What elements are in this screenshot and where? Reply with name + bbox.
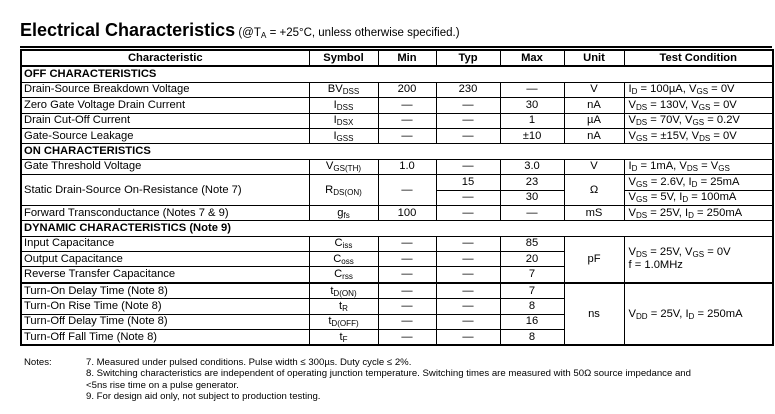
crss-symbol <box>309 267 378 283</box>
tdon-name: Turn-On Delay Time (Note 8) <box>21 283 309 299</box>
table-row <box>21 175 773 190</box>
tc-text: V <box>628 175 636 188</box>
tc-text: I <box>628 160 632 173</box>
coss-min: — <box>378 252 436 267</box>
tr-typ: — <box>436 299 500 314</box>
table-row <box>21 82 773 97</box>
igss-typ: — <box>436 128 500 143</box>
table-row <box>21 98 773 113</box>
igss-min: — <box>378 128 436 143</box>
table-row <box>21 236 773 251</box>
crss-min: — <box>378 267 436 283</box>
tc-text: = 25V, I <box>647 307 689 320</box>
tr-max: 8 <box>500 299 564 314</box>
section-title <box>20 6 772 48</box>
header-max: Max <box>500 50 564 66</box>
tdoff-max: 16 <box>500 314 564 329</box>
tdoff-typ: — <box>436 314 500 329</box>
header-symbol: Symbol <box>309 50 378 66</box>
idsx-name: Drain Cut-Off Current <box>21 113 309 128</box>
tc-sub: DS <box>635 250 648 260</box>
vgsth-symbol <box>309 159 378 174</box>
ciss-typ: — <box>436 236 500 251</box>
section-row-dynamic <box>21 221 773 236</box>
coss-sym: C <box>333 252 342 265</box>
tc-text: = ±15V, V <box>647 129 700 142</box>
tc-sub: GS <box>635 133 648 143</box>
vgsth-typ: — <box>436 159 500 174</box>
tc-sub: D <box>688 311 695 321</box>
igss-sym: I <box>333 129 337 142</box>
tc-text: I <box>628 83 632 96</box>
ciss-symbol <box>309 236 378 251</box>
sw-unit: ns <box>564 283 624 346</box>
tr-sym-sub: R <box>342 303 348 313</box>
table-row <box>21 113 773 128</box>
tdon-symbol <box>309 283 378 299</box>
rdson-typ1: 15 <box>436 175 500 190</box>
notes-list <box>86 357 766 403</box>
section-dynamic: DYNAMIC CHARACTERISTICS (Note 9) <box>21 221 773 236</box>
tc-sub: GS <box>692 118 705 128</box>
vgsth-min: 1.0 <box>378 159 436 174</box>
bvdss-name: Drain-Source Breakdown Voltage <box>21 82 309 97</box>
bvdss-sym: BV <box>327 83 343 96</box>
tr-symbol <box>309 299 378 314</box>
tf-name: Turn-Off Fall Time (Note 8) <box>21 330 309 346</box>
tc-sub: DS <box>635 102 648 112</box>
tc-sub: DD <box>635 311 648 321</box>
tr-min: — <box>378 299 436 314</box>
tc-text: = 250mA <box>694 307 743 320</box>
tc-text: = 100µA, V <box>637 83 697 96</box>
cap-test-condition <box>624 236 773 283</box>
idsx-sym: I <box>333 114 337 127</box>
tc-sub: DS <box>699 133 711 143</box>
cap-tc-line1 <box>629 246 771 259</box>
tc-text: = 25mA <box>697 175 740 188</box>
coss-max: 20 <box>500 252 564 267</box>
table-row <box>21 159 773 174</box>
tc-text: = 250mA <box>693 206 743 219</box>
tc-text: = 25V, V <box>647 246 693 259</box>
title-main: Electrical Characteristics <box>20 20 236 40</box>
tc-sub: D <box>691 179 698 189</box>
tc-text: V <box>628 307 636 320</box>
idss-name: Zero Gate Voltage Drain Current <box>21 98 309 113</box>
rdson-tc2 <box>624 190 773 205</box>
tc-sub: GS <box>698 102 711 112</box>
tc-text: = 0.2V <box>704 114 740 127</box>
idsx-unit: µA <box>564 113 624 128</box>
section-off: OFF CHARACTERISTICS <box>21 66 773 82</box>
tdoff-sym-sub: D(OFF) <box>331 319 359 329</box>
tdon-sym: t <box>330 284 334 297</box>
tf-sym: t <box>339 330 343 343</box>
tr-name: Turn-On Rise Time (Note 8) <box>21 299 309 314</box>
rdson-name: Static Drain-Source On-Resistance (Note 7) <box>21 175 309 206</box>
rdson-max2: 30 <box>500 190 564 205</box>
tdon-min: — <box>378 283 436 299</box>
section-row-off <box>21 66 773 82</box>
note-8-cont: <5ns rise time on a pulse generator. <box>86 379 239 391</box>
tc-sub: GS <box>692 250 705 260</box>
note-8: 8. Switching characteristics are independent of operating junction temperature. Switching times are measured with 50Ω source impedance and <box>86 368 691 380</box>
bvdss-min: 200 <box>378 82 436 97</box>
title-cond-post: = +25°C, unless otherwise specified.) <box>266 27 460 39</box>
igss-test-condition <box>624 128 773 143</box>
idss-test-condition <box>624 98 773 113</box>
idsx-sym-sub: DSX <box>336 118 354 128</box>
bvdss-sym-sub: DSS <box>342 87 360 97</box>
tc-sub: GS <box>718 164 730 174</box>
bvdss-test-condition <box>624 82 773 97</box>
tr-sym: t <box>339 299 343 312</box>
tf-symbol <box>309 330 378 346</box>
gfs-test-condition <box>624 205 773 220</box>
vgsth-unit: V <box>564 159 624 174</box>
tc-text: = 5V, I <box>647 191 683 204</box>
tc-text: V <box>628 246 636 259</box>
idsx-min: — <box>378 113 436 128</box>
tc-sub: D <box>631 164 638 174</box>
vgsth-max: 3.0 <box>500 159 564 174</box>
tdon-sym-sub: D(ON) <box>333 288 357 298</box>
rdson-sym: R <box>325 183 334 196</box>
rdson-symbol <box>309 175 378 206</box>
table-row <box>21 283 773 299</box>
idss-unit: nA <box>564 98 624 113</box>
tc-sub: DS <box>635 210 648 220</box>
header-unit: Unit <box>564 50 624 66</box>
igss-symbol <box>309 128 378 143</box>
igss-sym-sub: GSS <box>336 133 354 143</box>
ciss-min: — <box>378 236 436 251</box>
tc-text: = 70V, V <box>647 114 693 127</box>
tc-sub: GS <box>696 87 709 97</box>
title-cond-sub: A <box>260 31 267 41</box>
igss-name: Gate-Source Leakage <box>21 128 309 143</box>
coss-typ: — <box>436 252 500 267</box>
idss-max: 30 <box>500 98 564 113</box>
igss-unit: nA <box>564 128 624 143</box>
tc-text: = 1mA, V <box>637 160 687 173</box>
table-row <box>21 128 773 143</box>
idsx-test-condition <box>624 113 773 128</box>
tc-sub: DS <box>686 164 699 174</box>
ciss-name: Input Capacitance <box>21 236 309 251</box>
tc-text: = 0V <box>710 98 737 111</box>
rdson-min: — <box>378 175 436 206</box>
bvdss-max: — <box>500 82 564 97</box>
tdoff-symbol <box>309 314 378 329</box>
gfs-typ: — <box>436 205 500 220</box>
header-test-condition: Test Condition <box>624 50 773 66</box>
tf-typ: — <box>436 330 500 346</box>
rdson-typ2: — <box>436 190 500 205</box>
table-header-row <box>21 50 773 66</box>
idsx-symbol <box>309 113 378 128</box>
tc-text: V <box>628 206 636 219</box>
tdoff-min: — <box>378 314 436 329</box>
idsx-typ: — <box>436 113 500 128</box>
gfs-sym: g <box>337 206 344 219</box>
idss-sym: I <box>333 98 337 111</box>
crss-sym-sub: rss <box>342 272 353 282</box>
coss-sym-sub: oss <box>341 256 354 266</box>
rdson-max1: 23 <box>500 175 564 190</box>
vgsth-test-condition <box>624 159 773 174</box>
sw-test-condition <box>624 283 773 346</box>
cap-tc-line2: f = 1.0MHz <box>628 259 683 272</box>
tdon-max: 7 <box>500 283 564 299</box>
tc-text: V <box>628 191 636 204</box>
rdson-sym-sub: DS(ON) <box>333 187 362 197</box>
tc-text: V <box>628 129 636 142</box>
crss-name: Reverse Transfer Capacitance <box>21 267 309 283</box>
bvdss-unit: V <box>564 82 624 97</box>
note-9: 9. For design aid only, not subject to production testing. <box>86 391 321 403</box>
tc-text: = 2.6V, I <box>647 175 692 188</box>
cap-unit: pF <box>564 236 624 283</box>
tc-sub: D <box>682 195 689 205</box>
tc-text: = 0V <box>710 129 737 142</box>
tdon-typ: — <box>436 283 500 299</box>
ciss-sym: C <box>334 237 343 250</box>
note-7: 7. Measured under pulsed conditions. Pulse width ≤ 300µs. Duty cycle ≤ 2%. <box>86 357 412 368</box>
idss-typ: — <box>436 98 500 113</box>
coss-name: Output Capacitance <box>21 252 309 267</box>
idss-min: — <box>378 98 436 113</box>
notes-label: Notes: <box>24 357 52 368</box>
vgsth-name: Gate Threshold Voltage <box>21 159 309 174</box>
tf-sym-sub: F <box>342 334 348 344</box>
tf-max: 8 <box>500 330 564 346</box>
tc-text: = V <box>698 160 719 173</box>
gfs-symbol <box>309 205 378 220</box>
crss-typ: — <box>436 267 500 283</box>
header-typ: Typ <box>436 50 500 66</box>
idsx-max: 1 <box>500 113 564 128</box>
tdoff-sym: t <box>328 315 332 328</box>
idss-symbol <box>309 98 378 113</box>
header-characteristic: Characteristic <box>21 50 309 66</box>
tdoff-name: Turn-Off Delay Time (Note 8) <box>21 314 309 329</box>
header-min: Min <box>378 50 436 66</box>
tc-text: V <box>628 98 636 111</box>
rdson-tc1 <box>624 175 773 190</box>
gfs-sym-sub: fs <box>343 210 350 220</box>
electrical-characteristics-table <box>20 49 774 346</box>
ciss-max: 85 <box>500 236 564 251</box>
crss-max: 7 <box>500 267 564 283</box>
coss-symbol <box>309 252 378 267</box>
rdson-unit: Ω <box>564 175 624 206</box>
section-on: ON CHARACTERISTICS <box>21 144 773 159</box>
sw-tc-line1 <box>629 308 771 321</box>
tc-sub: DS <box>635 118 648 128</box>
title-condition <box>235 27 459 39</box>
vgsth-sym-sub: GS(TH) <box>333 164 362 174</box>
vgsth-sym: V <box>325 160 334 173</box>
bvdss-typ: 230 <box>436 82 500 97</box>
tc-text: = 100mA <box>688 191 737 204</box>
tc-text: = 0V <box>708 83 735 96</box>
tc-text: = 130V, V <box>647 98 699 111</box>
gfs-min: 100 <box>378 205 436 220</box>
ciss-sym-sub: iss <box>342 241 353 251</box>
tc-text: = 0V <box>704 246 731 259</box>
title-cond-pre: (@T <box>235 27 261 39</box>
tc-sub: D <box>688 210 694 220</box>
tc-text: V <box>628 114 636 127</box>
idss-sym-sub: DSS <box>336 102 354 112</box>
tc-text: = 25V, I <box>647 206 689 219</box>
tc-sub: GS <box>635 195 648 205</box>
table-row <box>21 205 773 220</box>
crss-sym: C <box>334 268 343 281</box>
gfs-max: — <box>500 205 564 220</box>
gfs-unit: mS <box>564 205 624 220</box>
gfs-name: Forward Transconductance (Notes 7 & 9) <box>21 205 309 220</box>
tc-sub: D <box>631 87 638 97</box>
igss-max: ±10 <box>500 128 564 143</box>
bvdss-symbol <box>309 82 378 97</box>
tf-min: — <box>378 330 436 346</box>
section-row-on <box>21 144 773 159</box>
tc-sub: GS <box>635 179 648 189</box>
